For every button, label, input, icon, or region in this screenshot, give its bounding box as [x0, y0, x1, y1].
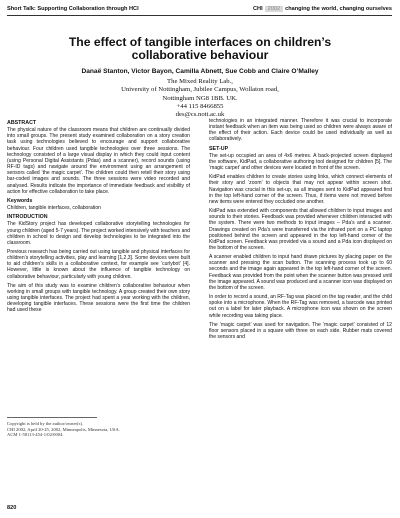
left-column [7, 118, 190, 317]
header-chi: CHI [252, 6, 263, 12]
affiliation-line: Nottingham NG8 1BB. UK. [162, 94, 238, 102]
affiliation-block [60, 78, 340, 119]
keywords-text: Children, tangible interfaces, collaboration [7, 205, 101, 212]
header-right [253, 6, 392, 12]
running-header [7, 4, 392, 15]
abstract-text: The physical nature of the classroom means that children are continually divided into small groups. The present study examined collaboration on a story creation task using technologies believed to encourage and support collaborative behaviour. Four children used tangible technologies over three sessions. The technology consisted of a large visual display in which they could input content (using Personal Digital Assistants (Pdas) and a scanner), record sounds (using RF-ID tags) and navigate around the environment using an arrangement of sensors called ‘the magic carpet’. The children could then retell their story using bar-coded images and sounds. The three sessions were video recorded and analysed. Results indicate the importance of immediate feedback and visibility of action for effective collaboration to take place. [7, 127, 190, 195]
right-column [209, 118, 392, 343]
intro-paragraph: Previous research has being carried out using tangible and physical interfaces for children’s storytelling activities, play and learning [1,2,3]. Some devices were built to aid children’s skills in a collaborative context, for example see ‘curlybot’ [4]. However, little is known about the influence of tangible technology on collaborative behaviour, particularly with young children. [7, 248, 190, 280]
introduction-heading: INTRODUCTION [7, 214, 48, 221]
paper-title: The effect of tangible interfaces on children’s collaborative behaviour [68, 35, 332, 62]
intro-paragraph: The aim of this study was to examine children’s collaborative behaviour when working in small groups with tangible technology. A group created their own story using tangible interfaces. The project had spent a year working with the children, developing tangible interfaces. These sessions were the first time the children had used these [7, 282, 190, 314]
header-year-box: 2002 [265, 6, 283, 12]
body-paragraph: KidPad was extended with components that allowed children to input images and sounds to their stories. Feedback was provided whenever children interacted with the system. There were two methods to input images – Pda’s and a scanner. Drawings created on Pda’s were transferred via the infrared port on a PC laptop positioned behind the screen and appeared in the top left-hand corner of the KidPad screen. Feedback was provided via a sound and a Pda icon displayed on the bottom of the screen. [209, 208, 392, 251]
intro-paragraph: The KidStory project has developed collaborative storytelling technologies for young children (aged 5-7 years). The project worked intensively with teachers and children in school to design and develop technologies to be integrated into the classroom. [7, 221, 190, 246]
page-number: 820 [7, 505, 17, 511]
header-left-text: Short Talk: Supporting Collaboration through HCI [7, 6, 139, 12]
copyright-block [7, 421, 157, 438]
header-rule [7, 15, 392, 16]
body-paragraph: A scanner enabled children to input hand drawn pictures by placing paper on the scanner and pressing the scan button. The scanning process took up to 60 seconds and the image again appeared in the top left-hand corner of the screen. Feedback was provided from the point when the scanner button was pressed until the image appeared. A sound was produced and a scanner icon was displayed on the bottom of the screen. [209, 254, 392, 291]
body-paragraph: In order to record a sound, an RF-Tag was placed on the tag reader, and the child spoke into a microphone. When the RF-Tag was removed, a barcode was printed out on a label for later playback. A microphone icon was shown on the screen while recording was taking place. [209, 294, 392, 319]
affiliation-line: University of Nottingham, Jubilee Campus, Wollaton road, [121, 86, 279, 94]
copyright-rule [7, 417, 97, 418]
affiliation-line: The Mixed Reality Lab., [167, 78, 233, 85]
header-right-tail: changing the world, changing ourselves [285, 6, 392, 12]
copyright-line: ACM 1-58113-454-1/02/0004. [7, 432, 64, 438]
body-paragraph: technologies in an integrated manner. Therefore it was crucial to incorporate instant feedback when an item was being used so children were always aware of the effect of their action. Each device could be used individually as well as collaboratively. [209, 118, 392, 143]
copyright-line: CHI 2002, April 20-25, 2002, Minneapolis, Minnesota, USA. [7, 426, 120, 432]
body-paragraph: KidPad enables children to create stories using links, which connect elements of their story and ‘zoom’ to objects that may not appear within screen shot. Navigation was crucial in this set-up, as all images sent to KidPad appeared first in the top left-hand corner of the screen. Thus, if items were not moved before new items were entered they occluded one another. [209, 174, 392, 205]
body-paragraph: The set-up occupied an area of 4x6 metres. A back-projected screen displayed the software, KidPad, a collaborative authoring tool designed for children [5]. The ‘magic carpet’ and other devices were located in front of the screen. [209, 152, 392, 172]
affiliation-phone: +44 115 8466855 [176, 102, 224, 110]
paper-authors: Danaë Stanton, Victor Bayon, Camilla Abnett, Sue Cobb and Claire O’Malley [81, 68, 319, 75]
affiliation-email: des@cs.nott.ac.uk [175, 111, 225, 119]
abstract-heading: ABSTRACT [7, 120, 37, 126]
copyright-line: Copyright is held by the author/owner(s). [7, 421, 84, 426]
setup-heading: SET-UP [209, 145, 229, 152]
keywords-heading: Keywords [7, 197, 33, 204]
body-paragraph: The ‘magic carpet’ was used for navigation. The ‘magic carpet’ consisted of 12 floor sensors placed in a square with three on each side. Rubber mats covered the sensors and [209, 321, 392, 340]
